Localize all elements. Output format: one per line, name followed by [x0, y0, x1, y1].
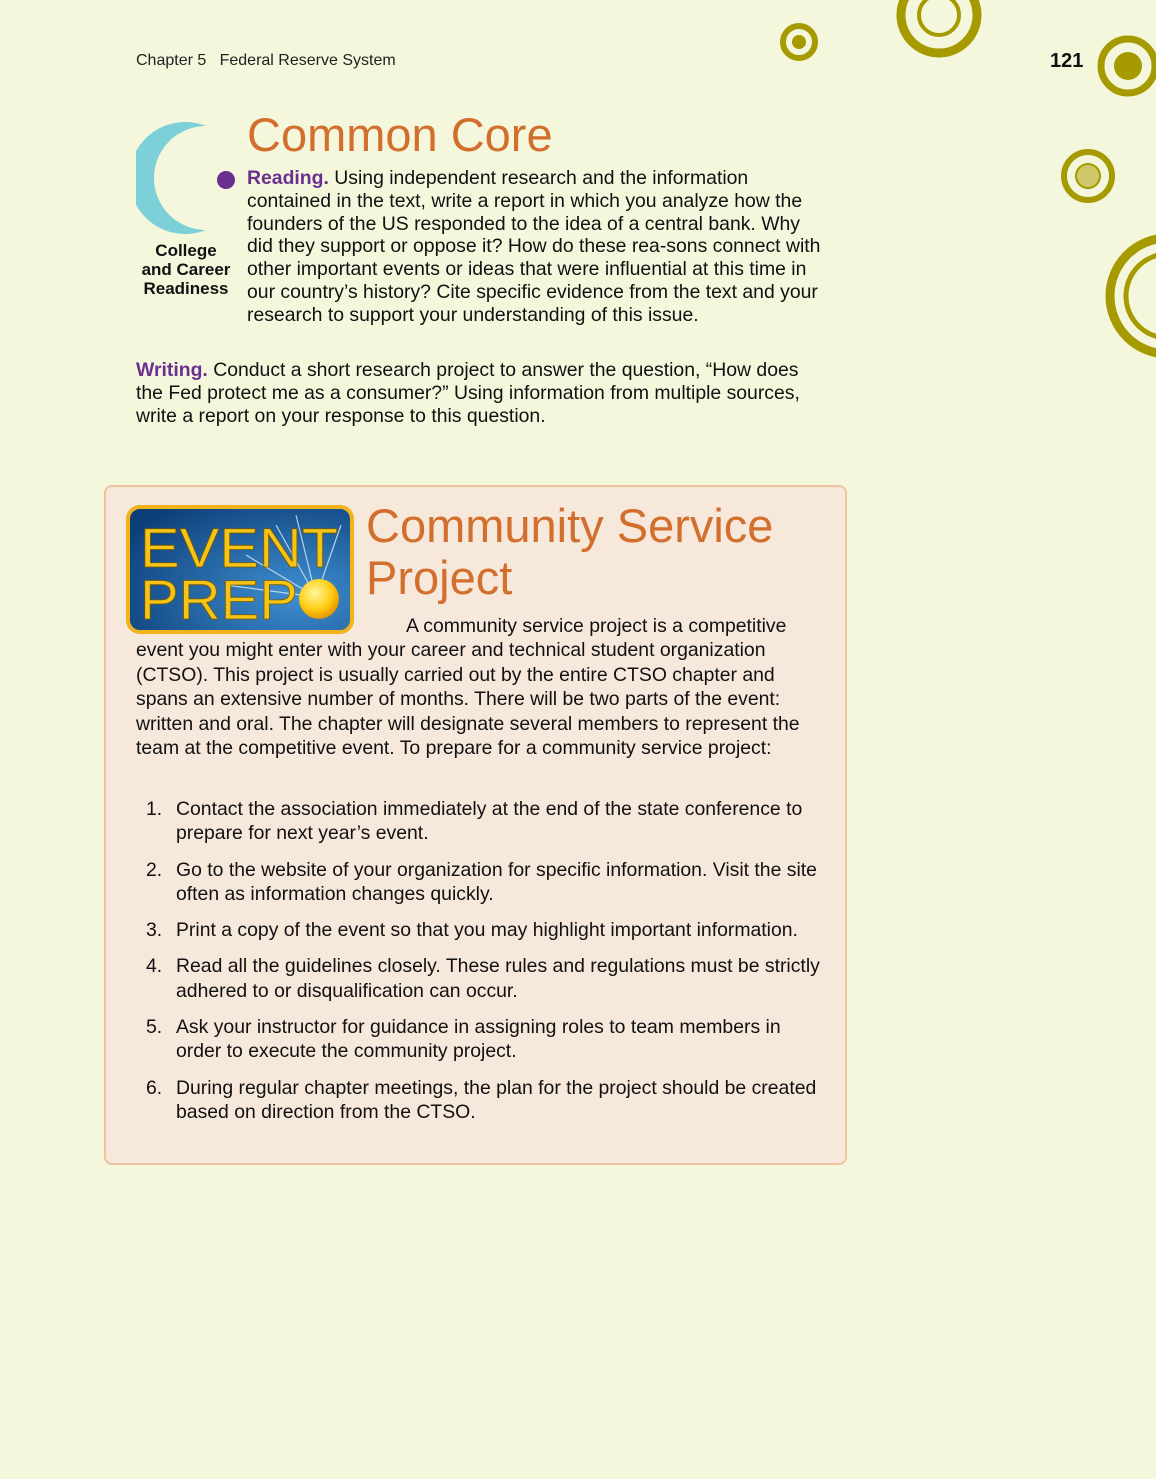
caption-line: and Career [141, 260, 231, 279]
writing-text: Conduct a short research project to answer the question, “How does the Fed protect me as a consumer?” Using information from multiple sources, write a report on your response to this question. [136, 359, 800, 427]
list-item-number: 1. [146, 798, 163, 820]
list-item-text: Print a copy of the event so that you may highlight important information. [176, 919, 798, 942]
list-item-text: Read all the guidelines closely. These rules and regulations must be strictly adhered to or disqualification can occur. [176, 955, 820, 1002]
event-intro-paragraph [136, 614, 826, 760]
sun-icon [299, 579, 339, 619]
logo-event-text: EVENT [140, 516, 338, 579]
caption-line: College [155, 241, 217, 260]
event-steps-list [136, 797, 826, 1136]
deco-ring-right-icon [1101, 39, 1155, 93]
list-item-number: 4. [146, 955, 163, 978]
event-intro-text: A community service project is a competitive event you might enter with your career and technical student organization (CTSO). This project is usually carried out by the entire CTSO chapter and spans an extensive number of months. There will be two parts of the event: written and oral. The chapter will designate several members to represent the team at the competitive event. To prepare for a community service project: [136, 615, 800, 760]
event-title-line: Project [366, 551, 513, 604]
caption-line: Readiness [143, 279, 229, 298]
event-title-line: Community Service [366, 499, 774, 552]
list-item-text: During regular chapter meetings, the plan for the project should be created based on direction from the CTSO. [176, 1076, 817, 1124]
list-item-text: Contact the association immediately at the end of the state conference to prepare for next year’s event. [176, 798, 803, 845]
list-item [136, 954, 826, 1003]
deco-ring-top-icon [901, 0, 977, 53]
list-item-text: Ask your instructor for guidance in assigning roles to team members in order to execute the community project. [176, 1016, 781, 1063]
page-number: 121 [1050, 50, 1084, 72]
list-item-number: 6. [146, 1076, 163, 1099]
list-item [136, 1015, 826, 1064]
deco-ring-small-icon [783, 26, 815, 58]
college-career-readiness-icon [136, 122, 240, 234]
deco-ring-large-icon [1110, 238, 1156, 354]
deco-ring-mid-icon [1064, 152, 1112, 200]
writing-paragraph [136, 359, 826, 427]
common-core-title: Common Core [247, 108, 553, 161]
reading-paragraph [247, 167, 822, 327]
event-title [366, 500, 773, 604]
reading-text: Using independent research and the information contained in the text, write a report in which you analyze how the founders of the US responded to the idea of a central bank. Why did they support or oppose it? How do these rea-sons connect with other important events or ideas that were influential at this time in our country’s history? Cite specific evidence from the text and your research to support your understanding of this issue. [247, 167, 821, 326]
list-item [136, 1076, 826, 1125]
logo-caption [130, 241, 242, 298]
writing-label: Writing. [136, 359, 208, 381]
chapter-header: Chapter 5 Federal Reserve System [136, 52, 396, 69]
list-item [136, 918, 826, 942]
list-item-number: 5. [146, 1016, 163, 1039]
list-item [136, 797, 826, 846]
list-item-number: 3. [146, 919, 163, 942]
list-item-number: 2. [146, 858, 163, 881]
logo-prep-text: PREP [140, 568, 298, 631]
list-item [136, 858, 826, 907]
list-item-text: Go to the website of your organization for specific information. Visit the site often as information changes quickly. [176, 858, 817, 906]
reading-label: Reading. [247, 167, 329, 189]
